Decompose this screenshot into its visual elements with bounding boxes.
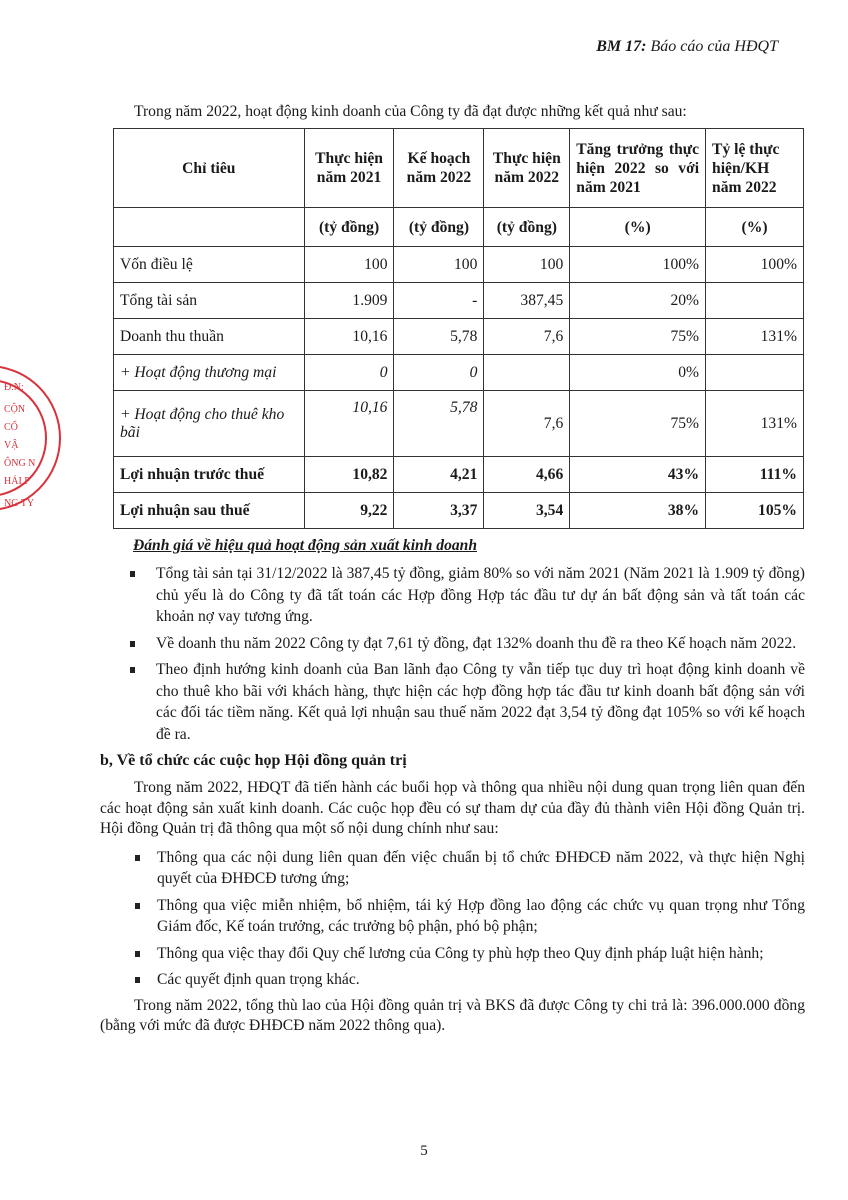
form-title: Báo cáo của HĐQT bbox=[650, 38, 778, 55]
stamp-text: ÔNG N bbox=[4, 458, 36, 469]
table-row bbox=[114, 283, 804, 319]
value-cell: 100% bbox=[706, 247, 804, 283]
unit-cell: (%) bbox=[570, 208, 706, 247]
value-cell: 1.909 bbox=[304, 283, 394, 319]
value-cell: 43% bbox=[570, 457, 706, 493]
row-label: Tổng tài sản bbox=[114, 283, 305, 319]
value-cell: 75% bbox=[570, 319, 706, 355]
row-label: Doanh thu thuần bbox=[114, 319, 305, 355]
table-row bbox=[114, 355, 804, 391]
row-label: Lợi nhuận trước thuế bbox=[114, 457, 305, 493]
form-code: BM 17: bbox=[596, 38, 647, 55]
evaluation-list bbox=[125, 563, 805, 745]
value-cell: 5,78 bbox=[394, 319, 484, 355]
value-cell bbox=[484, 355, 570, 391]
header-cell: Thực hiện năm 2022 bbox=[484, 129, 570, 208]
header-cell: Tăng trưởng thực hiện 2022 so với năm 2021 bbox=[570, 129, 706, 208]
evaluation-title: Đánh giá về hiệu quả hoạt động sản xuất kinh doanh bbox=[133, 537, 478, 554]
form-header bbox=[596, 38, 778, 56]
unit-cell: (tỷ đồng) bbox=[304, 208, 394, 247]
value-cell: 131% bbox=[706, 319, 804, 355]
stamp-text: CỔ bbox=[4, 422, 18, 433]
table-row bbox=[114, 493, 804, 529]
report-body bbox=[100, 535, 805, 1037]
results-table bbox=[113, 128, 804, 529]
section-b-paragraph: Trong năm 2022, HĐQT đã tiến hành các buổi họp và thông qua nhiều nội dung quan trọng liên quan đến các hoạt động sản xuất kinh doanh. Các cuộc họp đều có sự tham dự của đầy đủ thành viên Hội đồng Quản trị. Hội đồng Quản trị đã thông qua một số nội dung chính như sau: bbox=[100, 779, 805, 837]
value-cell: 7,6 bbox=[484, 391, 570, 457]
value-cell: 38% bbox=[570, 493, 706, 529]
table-row bbox=[114, 457, 804, 493]
list-item: Tổng tài sản tại 31/12/2022 là 387,45 tỷ đồng, giảm 80% so với năm 2021 (Năm 2021 là 1.909 tỷ đồng) chủ yếu là do Công ty đã tất toán các Hợp đồng Hợp tác đầu tư dự án bất động sản và tất toán các khoản nợ vay tương ứng. bbox=[125, 563, 805, 628]
table-row bbox=[114, 247, 804, 283]
value-cell: 0 bbox=[304, 355, 394, 391]
value-cell: 100 bbox=[484, 247, 570, 283]
value-cell: 5,78 bbox=[394, 391, 484, 457]
list-item: Các quyết định quan trọng khác. bbox=[130, 969, 805, 991]
list-item: Theo định hướng kinh doanh của Ban lãnh đạo Công ty vẫn tiếp tục duy trì hoạt động kinh doanh về cho thuê kho bãi với khách hàng, thực hiện các hợp đồng hợp tác đầu tư kinh doanh bất động sản với các đối tác tiềm năng. Kết quả lợi nhuận sau thuế năm 2022 đạt 3,54 tỷ đồng đạt 105% so với kế hoạch đề ra. bbox=[125, 659, 805, 745]
value-cell: 100% bbox=[570, 247, 706, 283]
row-label: Vốn điều lệ bbox=[114, 247, 305, 283]
value-cell: 100 bbox=[304, 247, 394, 283]
list-item: Thông qua việc thay đổi Quy chế lương của Công ty phù hợp theo Quy định pháp luật hiện hành; bbox=[130, 943, 805, 965]
value-cell: 9,22 bbox=[304, 493, 394, 529]
value-cell: 75% bbox=[570, 391, 706, 457]
list-item: Thông qua việc miễn nhiệm, bổ nhiệm, tái ký Hợp đồng lao động các chức vụ quan trọng như Tổng Giám đốc, Kế toán trưởng, các trưởng bộ phận, phó bộ phận; bbox=[130, 895, 805, 938]
unit-cell: (%) bbox=[706, 208, 804, 247]
header-cell: Thực hiện năm 2021 bbox=[304, 129, 394, 208]
value-cell: 10,16 bbox=[304, 319, 394, 355]
value-cell: 131% bbox=[706, 391, 804, 457]
value-cell: 10,82 bbox=[304, 457, 394, 493]
row-label: Lợi nhuận sau thuế bbox=[114, 493, 305, 529]
row-label: + Hoạt động cho thuê kho bãi bbox=[114, 391, 305, 457]
page-number: 5 bbox=[420, 1143, 428, 1159]
header-cell: Kế hoạch năm 2022 bbox=[394, 129, 484, 208]
intro-text: Trong năm 2022, hoạt động kinh doanh của Công ty đã đạt được những kết quả như sau: bbox=[134, 103, 687, 120]
table-row bbox=[114, 391, 804, 457]
unit-cell bbox=[114, 208, 305, 247]
row-label: + Hoạt động thương mại bbox=[114, 355, 305, 391]
company-stamp bbox=[0, 360, 62, 520]
table-row bbox=[114, 319, 804, 355]
value-cell: 10,16 bbox=[304, 391, 394, 457]
stamp-text: NG TY bbox=[4, 498, 35, 509]
value-cell: 4,66 bbox=[484, 457, 570, 493]
unit-cell: (tỷ đồng) bbox=[394, 208, 484, 247]
value-cell: 387,45 bbox=[484, 283, 570, 319]
value-cell: 20% bbox=[570, 283, 706, 319]
value-cell: - bbox=[394, 283, 484, 319]
list-item: Về doanh thu năm 2022 Công ty đạt 7,61 tỷ đồng, đạt 132% doanh thu đề ra theo Kế hoạch năm 2022. bbox=[125, 633, 805, 655]
stamp-text: HẢI P bbox=[4, 476, 30, 487]
section-b-title: b, Về tổ chức các cuộc họp Hội đồng quản trị bbox=[100, 752, 407, 769]
board-decisions-list bbox=[130, 847, 805, 991]
remuneration-paragraph: Trong năm 2022, tổng thù lao của Hội đồng quản trị và BKS đã được Công ty chi trả là: 396.000.000 đồng (bằng với mức đã được ĐHĐCĐ năm 2022 thông qua). bbox=[100, 996, 805, 1034]
stamp-text: CỘN bbox=[4, 404, 26, 415]
list-item: Thông qua các nội dung liên quan đến việc chuẩn bị tổ chức ĐHĐCĐ năm 2022, và thực hiện Nghị quyết của ĐHĐCĐ tương ứng; bbox=[130, 847, 805, 890]
value-cell: 0% bbox=[570, 355, 706, 391]
value-cell: 111% bbox=[706, 457, 804, 493]
unit-cell: (tỷ đồng) bbox=[484, 208, 570, 247]
value-cell: 3,54 bbox=[484, 493, 570, 529]
header-cell: Chỉ tiêu bbox=[114, 129, 305, 208]
table-units-row bbox=[114, 208, 804, 247]
value-cell bbox=[706, 355, 804, 391]
stamp-text: VẬ bbox=[4, 440, 19, 451]
value-cell: 4,21 bbox=[394, 457, 484, 493]
value-cell: 0 bbox=[394, 355, 484, 391]
stamp-text: Đ.N: bbox=[4, 382, 24, 393]
table-header-row bbox=[114, 129, 804, 208]
value-cell bbox=[706, 283, 804, 319]
value-cell: 3,37 bbox=[394, 493, 484, 529]
header-cell: Tỷ lệ thực hiện/KH năm 2022 bbox=[706, 129, 804, 208]
value-cell: 100 bbox=[394, 247, 484, 283]
value-cell: 105% bbox=[706, 493, 804, 529]
value-cell: 7,6 bbox=[484, 319, 570, 355]
